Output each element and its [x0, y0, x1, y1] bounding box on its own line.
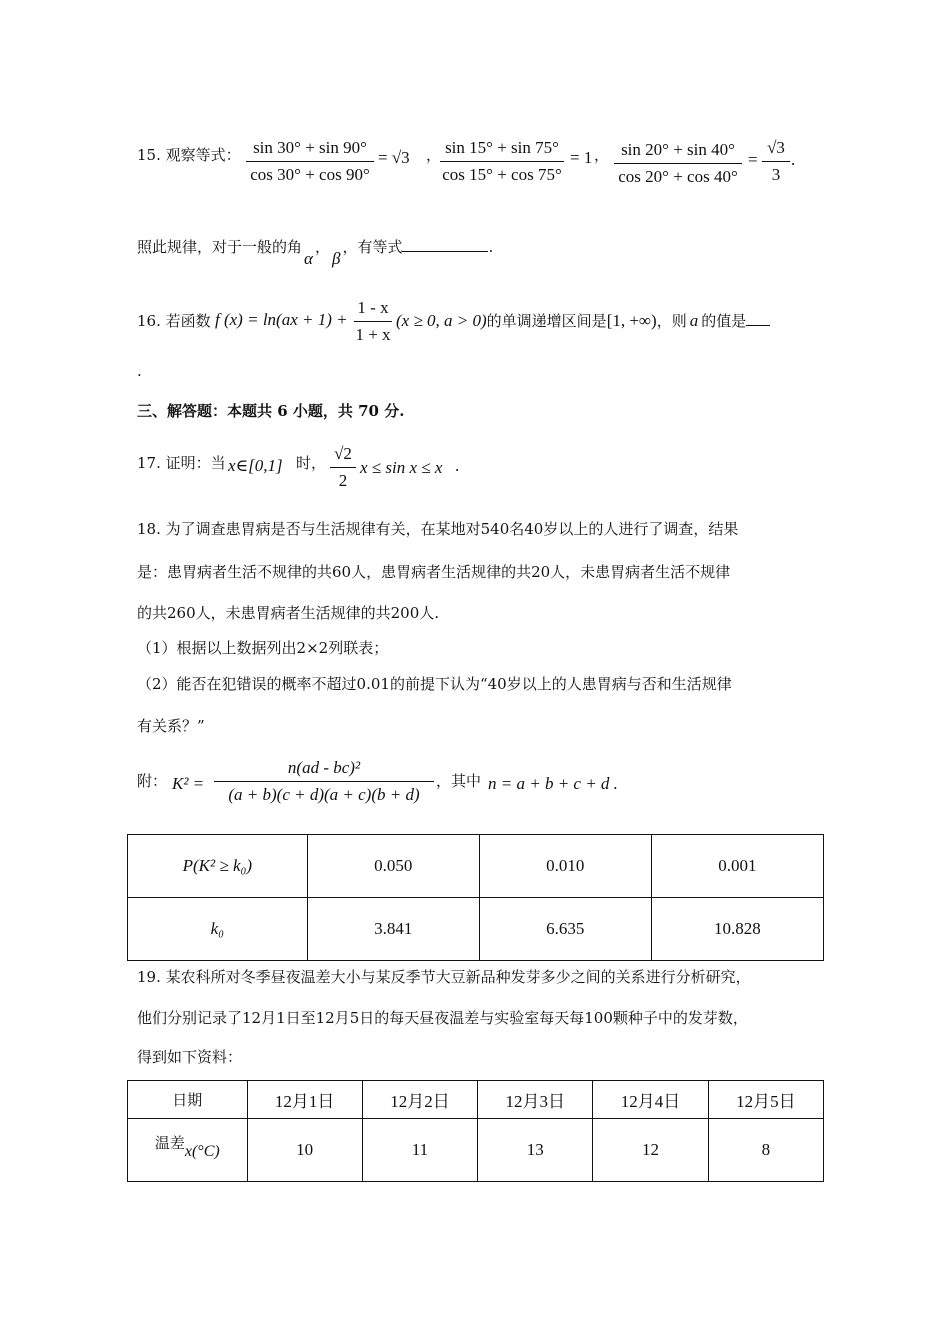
- fraction-bar: [246, 161, 374, 162]
- q15-eq2-numerator: sin 15° + sin 75°: [445, 138, 559, 157]
- table-header-cell: 12月4日: [593, 1081, 708, 1119]
- q16-a-variable: a: [689, 311, 699, 330]
- fraction-bar: [440, 161, 564, 162]
- period: .: [791, 150, 796, 169]
- q15-eq3-fraction: [614, 140, 742, 187]
- q18-part1: （1）根据以上数据列出2×2列联表；: [137, 639, 389, 657]
- q16-fraction: [354, 298, 392, 345]
- table-header-cell: 12月3日: [478, 1081, 593, 1119]
- n-definition: n = a + b + c + d .: [488, 774, 618, 793]
- q15-eq3-rhs-numerator: √3: [767, 138, 785, 157]
- table-header-cell: 12月1日: [247, 1081, 362, 1119]
- q17-label: 17. 证明：当: [137, 454, 226, 472]
- table-cell: 13: [478, 1119, 593, 1182]
- k2-formula-numerator: n(ad - bc)²: [287, 758, 361, 777]
- table-cell: 0.050: [307, 835, 479, 898]
- q18-line3: 的共260人，未患胃病者生活规律的共200人.: [137, 604, 440, 622]
- q17-fraction-denominator: 2: [338, 471, 348, 490]
- k-squared: K² =: [172, 774, 205, 793]
- table-header-cell: 日期: [128, 1081, 248, 1119]
- q17-condition: x∈[0,1]: [228, 456, 283, 475]
- q16-rest: [396, 310, 770, 331]
- table-cell: 11: [362, 1119, 477, 1182]
- q17-inequality: x ≤ sin x ≤ x: [360, 458, 443, 477]
- row-label-text: 温差: [154, 1133, 185, 1152]
- alpha-symbol: α: [304, 249, 313, 268]
- beta-symbol: β: [331, 249, 341, 268]
- fraction-bar: [354, 321, 392, 322]
- q15-line2-text-b: ，有等式: [342, 238, 403, 256]
- q18-part2-line1: （2）能否在犯错误的概率不超过0.01的前提下认为“40岁以上的人患胃病与否和生活规律: [137, 675, 732, 693]
- q19-line3: 得到如下资料：: [137, 1048, 243, 1066]
- q15-eq3-rhs-fraction: [762, 138, 790, 185]
- table-cell: 8: [708, 1119, 823, 1182]
- temperature-data-table: [127, 1080, 824, 1182]
- q16-text-b: ，则: [656, 312, 687, 330]
- fraction-bar: [762, 161, 790, 162]
- q15-eq2-denominator: cos 15° + cos 75°: [442, 165, 562, 184]
- answer-blank: [402, 251, 488, 252]
- q16-domain: (x ≥ 0, a > 0): [396, 311, 487, 330]
- table-row: [128, 898, 824, 961]
- q16-function: f (x) = ln(ax + 1) +: [215, 310, 348, 329]
- comma: ，: [426, 146, 442, 164]
- table-cell: 0.001: [651, 835, 823, 898]
- equals: =: [748, 150, 758, 169]
- q15-eq1-rhs: = √3: [378, 148, 410, 167]
- k2-formula-fraction: [214, 758, 434, 805]
- q17-fraction-numerator: √2: [334, 444, 352, 463]
- comma: ，: [594, 146, 610, 164]
- table-cell: 6.635: [479, 898, 651, 961]
- q15-eq3-numerator: sin 20° + sin 40°: [621, 140, 735, 159]
- q19-line2: 他们分别记录了12月1日至12月5日的每天昼夜温差与实验室每天每100颗种子中的发芽数，: [137, 1009, 748, 1027]
- q15-eq3-denominator: cos 20° + cos 40°: [618, 167, 738, 186]
- q15-line2: 照此规律，对于一般的角α，β，有等式 .: [137, 238, 494, 268]
- section-heading: 三、解答题：本题共 6 小题，共 70 分.: [137, 402, 405, 420]
- table-cell: 12: [593, 1119, 708, 1182]
- q15-eq2-rhs: = 1: [570, 148, 593, 167]
- fraction-bar: [330, 467, 356, 468]
- q15-eq1-fraction: [246, 138, 374, 185]
- table-header-cell: 12月2日: [362, 1081, 477, 1119]
- q16-text-a: 的单调递增区间是: [486, 312, 607, 330]
- q16-fraction-numerator: 1 - x: [357, 298, 389, 317]
- k-critical-value-table: [127, 834, 824, 961]
- table-header-cell: 12月5日: [708, 1081, 823, 1119]
- q17-text: 时，: [296, 454, 327, 472]
- q15-eq1-denominator: cos 30° + cos 90°: [250, 165, 370, 184]
- q16-tail: .: [137, 362, 142, 380]
- q16-label: 16. 若函数: [137, 312, 211, 330]
- q15-line2-text: 照此规律，对于一般的角: [137, 238, 303, 256]
- table-cell: k₀: [128, 898, 308, 961]
- row-label-unit: x(°C): [184, 1142, 220, 1160]
- table-cell: 3.841: [307, 898, 479, 961]
- table-cell: 10: [247, 1119, 362, 1182]
- q16-text-c: 的值是: [701, 312, 747, 330]
- q18-line2: 是：患胃病者生活不规律的共60人，患胃病者生活规律的共20人，未患胃病者生活不规律: [137, 563, 731, 581]
- fraction-bar: [214, 781, 434, 782]
- fraction-bar: [614, 163, 742, 164]
- table-cell: 0.010: [479, 835, 651, 898]
- q15-eq3-rhs-denominator: 3: [771, 165, 781, 184]
- table-cell: 10.828: [651, 898, 823, 961]
- k2-formula-denominator: (a + b)(c + d)(a + c)(b + d): [228, 785, 420, 804]
- table-row-label: [128, 1119, 248, 1182]
- period: .: [455, 456, 460, 475]
- table-cell: P(K² ≥ k₀): [128, 835, 308, 898]
- table-header-row: [128, 1081, 824, 1119]
- q15-eq2-fraction: [440, 138, 564, 185]
- table-row: [128, 835, 824, 898]
- q15-eq1-numerator: sin 30° + sin 90°: [253, 138, 367, 157]
- where-text: ，其中: [436, 772, 482, 790]
- table-row: [128, 1119, 824, 1182]
- appendix-label: 附：: [137, 772, 168, 790]
- q16-fraction-denominator: 1 + x: [355, 325, 391, 344]
- q16-interval: [1, +∞): [606, 311, 657, 330]
- q18-line1: 18. 为了调查患胃病是否与生活规律有关，在某地对540名40岁以上的人进行了调查，结果: [137, 520, 739, 538]
- q15-label: 15. 观察等式：: [137, 146, 241, 164]
- q17-fraction: [330, 444, 356, 491]
- answer-blank: [746, 325, 770, 326]
- q18-part2-line2: 有关系？”: [137, 717, 205, 735]
- q19-line1: 19. 某农科所对冬季昼夜温差大小与某反季节大豆新品种发芽多少之间的关系进行分析研究，: [137, 968, 751, 986]
